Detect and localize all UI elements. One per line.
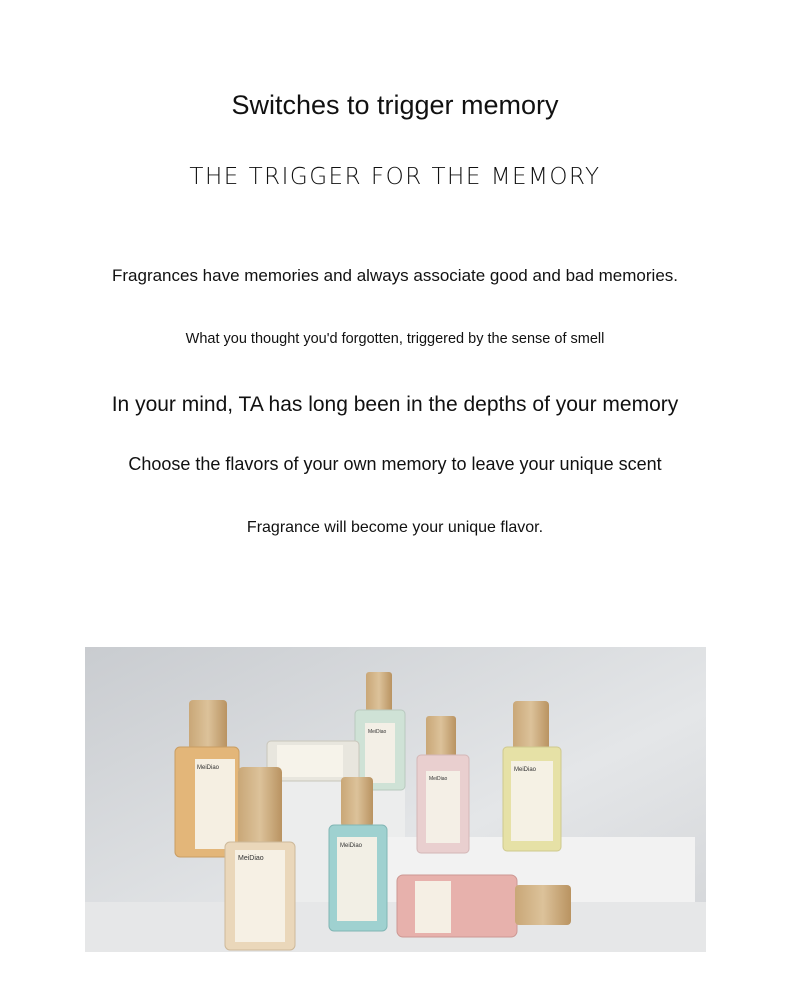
brand-label: MeiDiao <box>368 729 387 735</box>
copy-line-5: Fragrance will become your unique flavor. <box>246 519 544 536</box>
brand-label: MeiDiao <box>340 843 363 849</box>
brand-label: MeiDiao <box>238 855 264 862</box>
copy-line-2: What you thought you'd forgotten, triggered by the sense of smell <box>185 331 605 347</box>
copy-line-1: Fragrances have memories and always associate good and bad memories. <box>111 266 678 285</box>
page-subtitle: THE TRIGGER FOR THE MEMORY <box>189 164 601 190</box>
brand-label: MeiDiao <box>514 767 537 773</box>
copy-line-3: In your mind, TA has long been in the depths of your memory <box>111 393 679 416</box>
brand-label: MeiDiao <box>197 765 220 771</box>
product-photo <box>85 647 706 952</box>
brand-label: MeiDiao <box>429 776 448 782</box>
copy-line-4: Choose the flavors of your own memory to leave your unique scent <box>128 454 662 474</box>
page-title: Switches to trigger memory <box>231 90 559 120</box>
